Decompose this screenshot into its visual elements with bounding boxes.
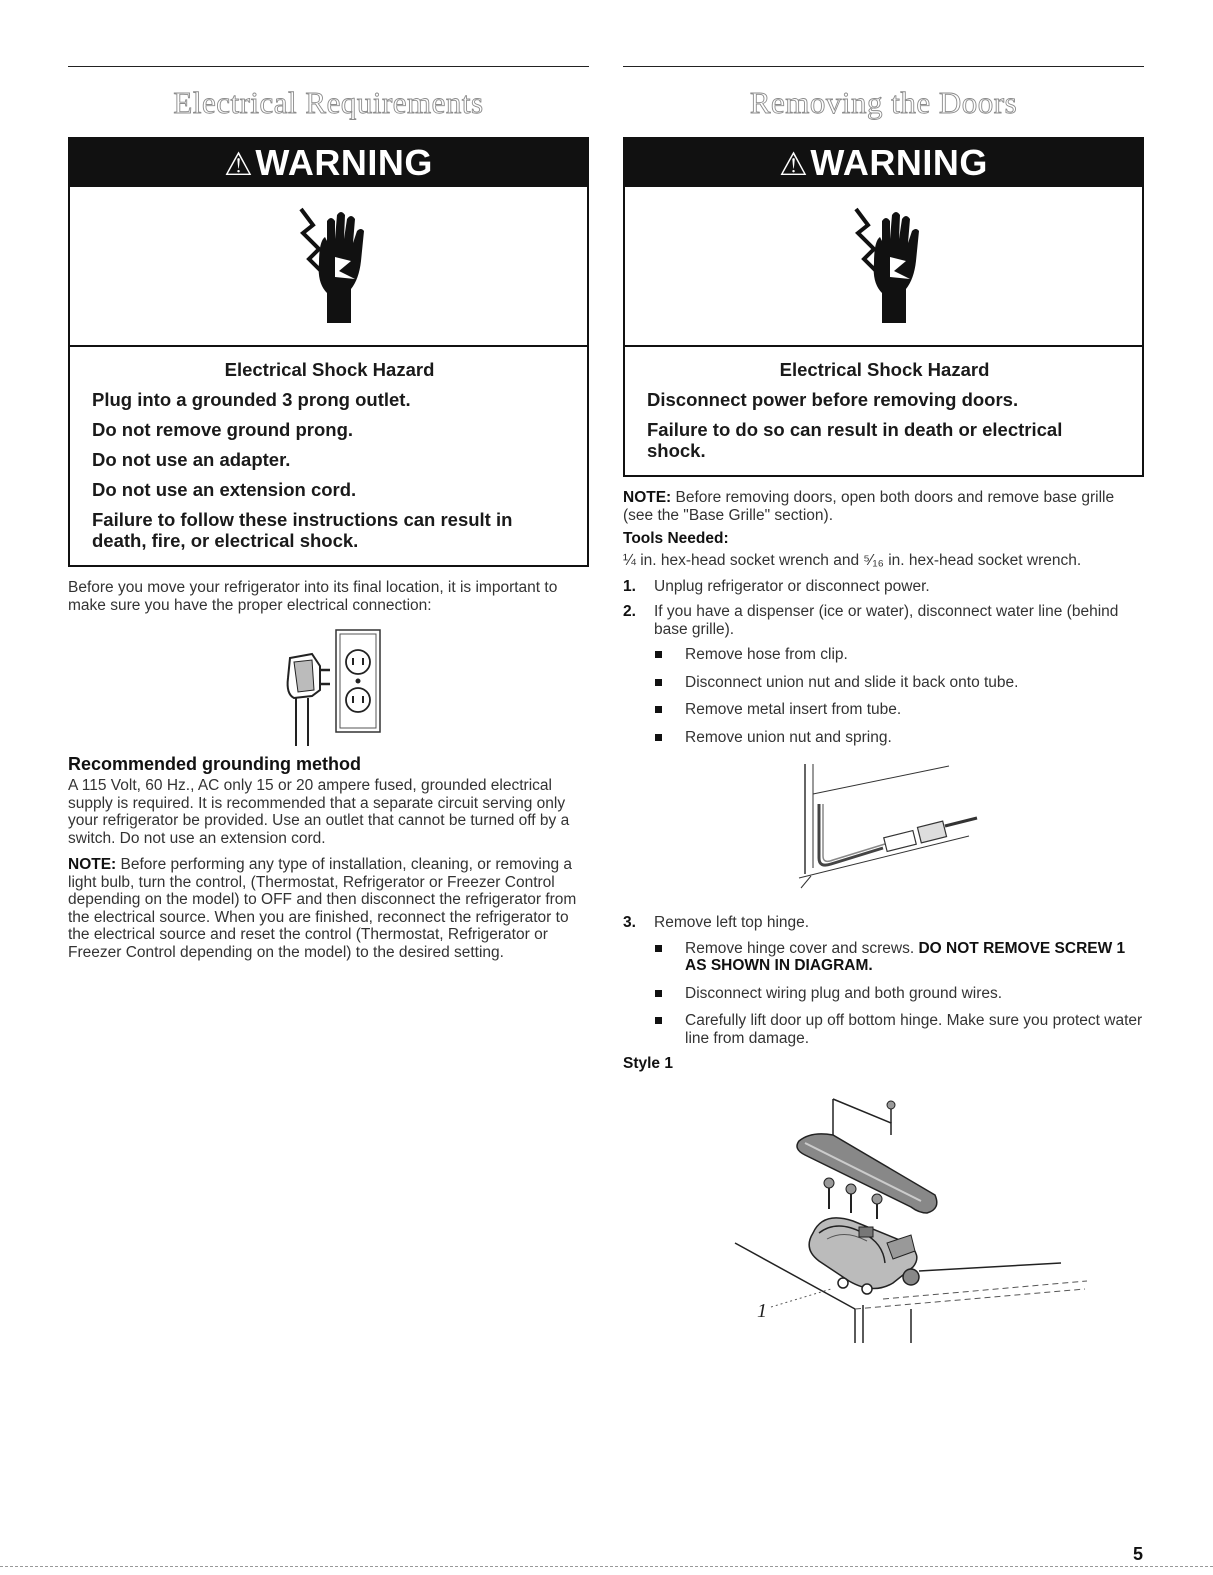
shock-hazard-icon [70,187,587,347]
bullet-item: Disconnect wiring plug and both ground wires. [623,985,1144,1003]
bullet-square-icon [655,651,662,658]
style-label: Style 1 [623,1055,673,1072]
bullet-square-icon [655,679,662,686]
bullet-item: Disconnect union nut and slide it back onto tube. [623,674,1144,692]
warning-line: Plug into a grounded 3 prong outlet. [92,389,411,410]
bullet-item: Carefully lift door up off bottom hinge. Make sure you protect water line from damage. [623,1012,1144,1047]
step3-bullets [623,940,1144,1048]
grounding-heading: Recommended grounding method [68,754,362,774]
bottom-rule [0,1566,1213,1567]
shock-hazard-icon [625,187,1142,347]
warning-box-electrical [68,137,589,567]
tools-paragraph: ¼ in. hex-head socket wrench and ⁵⁄₁₆ in. hex-head socket wrench. [623,552,1082,569]
bullet-square-icon [655,990,662,997]
warning-triangle-icon: ⚠ [779,146,809,182]
warning-line: Failure to follow these instructions can result in death, fire, or electrical shock. [92,509,513,551]
bullet-item: Remove hose from clip. [623,646,1144,664]
page-number: 5 [1132,1544,1143,1564]
step-item: 2. If you have a dispenser (ice or water), disconnect water line (behind base grille). [623,603,1119,638]
note-text: Before removing doors, open both doors and remove base grille (see the "Base Grille" section). [623,489,1115,524]
steps-list [623,914,1144,932]
warning-box-doors [623,137,1144,477]
steps-list [623,578,1144,639]
warning-line: Do not use an extension cord. [92,479,357,500]
warning-line: Failure to do so can result in death or electrical shock. [647,419,1063,461]
warning-text [625,347,1142,475]
note-paragraph [623,489,1144,524]
section-title-electrical: Electrical Requirements [173,85,484,120]
warning-text [70,347,587,565]
callout-label: 1 [757,1300,767,1322]
note-label: NOTE: [68,856,117,873]
section-title-doors: Removing the Doors [749,85,1018,120]
section-rule [623,66,1144,67]
warning-line: Do not use an adapter. [92,449,291,470]
tools-heading: Tools Needed: [623,530,729,547]
hazard-heading: Electrical Shock Hazard [779,359,990,380]
left-column [68,66,589,961]
bullet-item: Remove hinge cover and screws. DO NOT REMOVE SCREW 1 AS SHOWN IN DIAGRAM. [623,940,1144,975]
step-item: 1. Unplug refrigerator or disconnect power. [623,577,930,595]
section-rule [68,66,589,67]
hazard-heading: Electrical Shock Hazard [224,359,435,380]
right-column [623,66,1144,1343]
warning-banner: ⚠WARNING [70,139,587,187]
bullet-square-icon [655,945,662,952]
bullet-square-icon [655,734,662,741]
warning-line: Disconnect power before removing doors. [647,389,1019,410]
bullet-item: Remove metal insert from tube. [623,701,1144,719]
intro-paragraph: Before you move your refrigerator into its final location, it is important to make sure you have the proper electrical connection: [68,579,558,614]
warning-triangle-icon: ⚠ [224,146,254,182]
bullet-item: Remove union nut and spring. [623,729,1144,747]
note-paragraph [68,856,589,961]
grounding-paragraph: A 115 Volt, 60 Hz., AC only 15 or 20 ampere fused, grounded electrical supply is required. It is recommended that a separate circuit serving only your refrigerator be provided. Use an outlet that cannot be turned off by a switch. Do not use an extension cord. [68,777,570,847]
warning-banner: ⚠WARNING [625,139,1142,187]
bullet-square-icon [655,706,662,713]
hinge-illustration [623,1083,1144,1343]
step-item: 3. Remove left top hinge. [623,914,810,931]
note-text: Before performing any type of installation, cleaning, or removing a light bulb, turn the control, (Thermostat, Refrigerator or Freezer Control depending on the model) to OFF and then disconnect the refrigerator from the electrical source. When you are finished, reconnect the refrigerator to the electrical source and reset the control (Thermostat, Refrigerator or Freezer Control depending on the model) to the desired setting. [68,856,577,961]
note-label: NOTE: [623,489,672,506]
water-line-illustration [623,764,1144,904]
warning-line: Do not remove ground prong. [92,419,354,440]
step2-bullets [623,646,1144,746]
bullet-square-icon [655,1017,662,1024]
outlet-plug-illustration [68,628,589,748]
